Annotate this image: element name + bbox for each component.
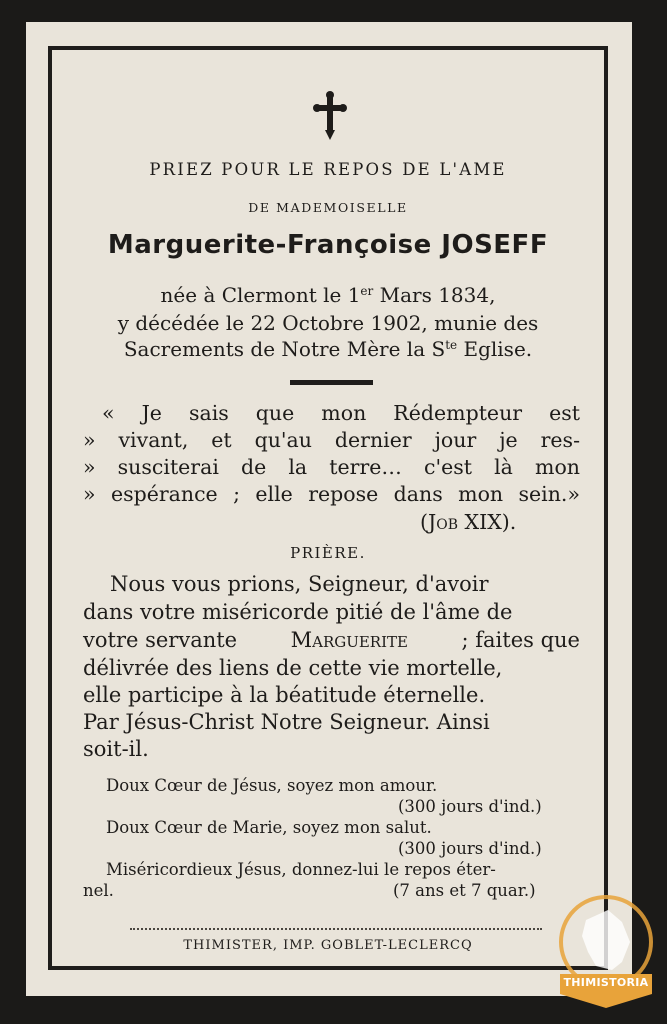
watermark-badge — [556, 892, 656, 1012]
prayer-line: Par Jésus-Christ Notre Seigneur. Ainsi — [83, 710, 490, 734]
quote-source: (Job XIX). — [420, 510, 517, 534]
deceased-name: Marguerite-Françoise JOSEFF — [107, 230, 549, 260]
indulgence-note: (300 jours d'ind.) — [398, 839, 542, 858]
prayer-line: Nous vous prions, Seigneur, d'avoir — [110, 572, 489, 596]
death-line: y décédée le 22 Octobre 1902, munie des — [117, 311, 539, 335]
quote-line: « Je sais que mon Rédempteur est — [102, 401, 580, 425]
prayer-title: PRIÈRE. — [290, 544, 366, 562]
quote-line: » espérance ; elle repose dans mon sein.» — [83, 482, 580, 506]
dotted-divider — [130, 928, 542, 930]
printer-credit: THIMISTER, IMP. GOBLET-LECLERCQ — [183, 938, 473, 953]
indulgence-note: (300 jours d'ind.) — [398, 797, 542, 816]
cross-icon — [313, 90, 347, 140]
title-mademoiselle: DE MADEMOISELLE — [248, 200, 408, 215]
divider — [290, 380, 373, 385]
prayer-line: délivrée des liens de cette vie mortelle, — [83, 656, 503, 680]
birth-line: née à Clermont le 1er Mars 1834, — [160, 283, 496, 307]
prayer-line: soit-il. — [83, 737, 149, 761]
sacraments-line: Sacrements de Notre Mère la $S^{te}$ Eglise. — [123, 337, 533, 361]
map-icon — [556, 892, 656, 1012]
indulgence-text: nel. — [83, 881, 114, 900]
watermark-label: THIMISTORIA — [563, 976, 649, 989]
quote-line: » vivant, et qu'au dernier jour je res- — [83, 428, 580, 452]
indulgence-text: Doux Cœur de Jésus, soyez mon amour. — [106, 776, 438, 795]
prayer-line: votre servante Marguerite ; faites que — [83, 628, 580, 652]
indulgence-text: Doux Cœur de Marie, soyez mon salut. — [106, 818, 432, 837]
quote-line: » susciterai de la terre… c'est là mon — [83, 455, 580, 479]
indulgence-text: Miséricordieux Jésus, donnez-lui le repos éter- — [106, 860, 496, 879]
indulgence-note: (7 ans et 7 quar.) — [393, 881, 536, 900]
prayer-line: dans votre miséricorde pitié de l'âme de — [83, 600, 513, 624]
pray-heading: PRIEZ POUR LE REPOS DE L'AME — [149, 160, 507, 179]
prayer-line: elle participe à la béatitude éternelle. — [83, 683, 486, 707]
